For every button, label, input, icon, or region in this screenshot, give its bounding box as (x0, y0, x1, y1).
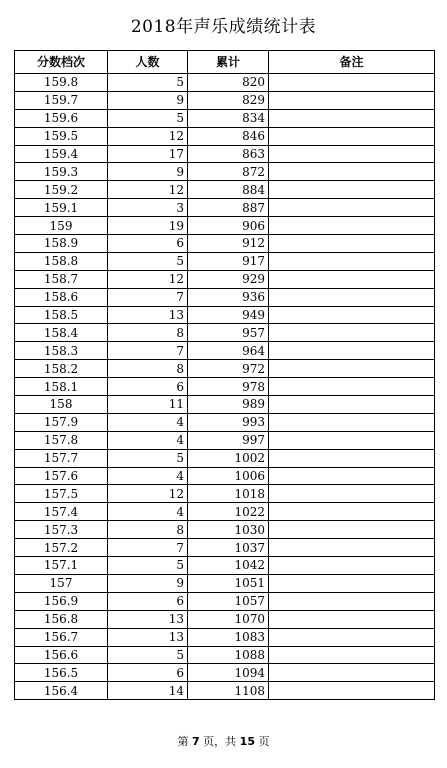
table-row (15, 431, 435, 449)
score-table (14, 50, 435, 700)
count-cell: 9 (108, 91, 188, 109)
score-cell: 159.3 (15, 163, 108, 181)
note-cell (269, 485, 435, 503)
note-cell (269, 431, 435, 449)
note-cell (269, 449, 435, 467)
note-cell (269, 91, 435, 109)
note-cell (269, 592, 435, 610)
footer-suffix: 页 (258, 735, 270, 748)
total-cell: 957 (188, 324, 269, 342)
score-cell: 156.5 (15, 664, 108, 682)
score-cell: 157 (15, 574, 108, 592)
total-cell: 912 (188, 235, 269, 253)
page-footer (0, 733, 447, 749)
table-row (15, 646, 435, 664)
table-row (15, 91, 435, 109)
total-cell: 1018 (188, 485, 269, 503)
footer-total-pages: 15 (239, 735, 255, 748)
note-cell (269, 574, 435, 592)
table-row (15, 592, 435, 610)
table-row (15, 252, 435, 270)
count-cell: 6 (108, 235, 188, 253)
total-cell: 1002 (188, 449, 269, 467)
total-cell: 829 (188, 91, 269, 109)
count-cell: 12 (108, 270, 188, 288)
note-cell (269, 74, 435, 92)
total-cell: 1051 (188, 574, 269, 592)
count-cell: 13 (108, 306, 188, 324)
score-cell: 159.8 (15, 74, 108, 92)
note-cell (269, 557, 435, 575)
note-cell (269, 342, 435, 360)
score-cell: 159.4 (15, 145, 108, 163)
score-cell: 157.6 (15, 467, 108, 485)
total-cell: 872 (188, 163, 269, 181)
note-cell (269, 109, 435, 127)
table-row (15, 199, 435, 217)
note-cell (269, 324, 435, 342)
count-cell: 11 (108, 396, 188, 414)
score-cell: 158.4 (15, 324, 108, 342)
table-row (15, 557, 435, 575)
table-row (15, 270, 435, 288)
note-cell (269, 145, 435, 163)
table-row (15, 413, 435, 431)
count-cell: 6 (108, 378, 188, 396)
score-cell: 156.4 (15, 682, 108, 700)
note-cell (269, 163, 435, 181)
table-row (15, 628, 435, 646)
count-cell: 12 (108, 127, 188, 145)
total-cell: 972 (188, 360, 269, 378)
score-cell: 156.8 (15, 610, 108, 628)
score-cell: 159.6 (15, 109, 108, 127)
note-cell (269, 682, 435, 700)
count-cell: 17 (108, 145, 188, 163)
score-cell: 159 (15, 217, 108, 235)
table-row (15, 467, 435, 485)
count-cell: 9 (108, 574, 188, 592)
total-cell: 917 (188, 252, 269, 270)
score-cell: 158.6 (15, 288, 108, 306)
count-cell: 4 (108, 413, 188, 431)
note-cell (269, 396, 435, 414)
count-cell: 12 (108, 485, 188, 503)
note-cell (269, 610, 435, 628)
count-cell: 14 (108, 682, 188, 700)
score-cell: 158.9 (15, 235, 108, 253)
table-row (15, 217, 435, 235)
table-row (15, 396, 435, 414)
total-cell: 820 (188, 74, 269, 92)
table-header-row (15, 51, 435, 74)
score-cell: 159.5 (15, 127, 108, 145)
footer-middle: 页，共 (203, 735, 237, 748)
count-cell: 4 (108, 467, 188, 485)
score-cell: 159.1 (15, 199, 108, 217)
count-cell: 19 (108, 217, 188, 235)
count-cell: 5 (108, 646, 188, 664)
table-row (15, 521, 435, 539)
total-cell: 1083 (188, 628, 269, 646)
score-cell: 157.9 (15, 413, 108, 431)
table-row (15, 664, 435, 682)
header-note: 备注 (269, 51, 435, 74)
count-cell: 8 (108, 521, 188, 539)
score-cell: 157.4 (15, 503, 108, 521)
table-body (15, 74, 435, 700)
note-cell (269, 521, 435, 539)
total-cell: 964 (188, 342, 269, 360)
total-cell: 997 (188, 431, 269, 449)
table-row (15, 74, 435, 92)
table-row (15, 145, 435, 163)
note-cell (269, 181, 435, 199)
score-cell: 156.9 (15, 592, 108, 610)
total-cell: 1070 (188, 610, 269, 628)
footer-page-number: 7 (192, 735, 200, 748)
note-cell (269, 199, 435, 217)
count-cell: 3 (108, 199, 188, 217)
total-cell: 846 (188, 127, 269, 145)
footer-prefix: 第 (177, 735, 189, 748)
table-row (15, 449, 435, 467)
score-cell: 157.1 (15, 557, 108, 575)
total-cell: 834 (188, 109, 269, 127)
header-score: 分数档次 (15, 51, 108, 74)
note-cell (269, 539, 435, 557)
total-cell: 1022 (188, 503, 269, 521)
table-row (15, 503, 435, 521)
table-row (15, 109, 435, 127)
table-row (15, 539, 435, 557)
count-cell: 9 (108, 163, 188, 181)
table-row (15, 610, 435, 628)
note-cell (269, 413, 435, 431)
total-cell: 887 (188, 199, 269, 217)
score-cell: 157.2 (15, 539, 108, 557)
score-cell: 158.8 (15, 252, 108, 270)
note-cell (269, 217, 435, 235)
total-cell: 1094 (188, 664, 269, 682)
page-title: 2018年声乐成绩统计表 (130, 17, 317, 37)
count-cell: 7 (108, 539, 188, 557)
count-cell: 8 (108, 360, 188, 378)
table-row (15, 163, 435, 181)
count-cell: 6 (108, 664, 188, 682)
note-cell (269, 360, 435, 378)
count-cell: 7 (108, 342, 188, 360)
note-cell (269, 270, 435, 288)
score-cell: 158.3 (15, 342, 108, 360)
score-cell: 158.1 (15, 378, 108, 396)
count-cell: 7 (108, 288, 188, 306)
note-cell (269, 646, 435, 664)
total-cell: 929 (188, 270, 269, 288)
table-row (15, 485, 435, 503)
note-cell (269, 306, 435, 324)
count-cell: 5 (108, 252, 188, 270)
score-cell: 157.8 (15, 431, 108, 449)
note-cell (269, 503, 435, 521)
score-cell: 158.7 (15, 270, 108, 288)
table-row (15, 235, 435, 253)
total-cell: 1037 (188, 539, 269, 557)
count-cell: 5 (108, 557, 188, 575)
table-row (15, 342, 435, 360)
count-cell: 5 (108, 74, 188, 92)
note-cell (269, 664, 435, 682)
count-cell: 8 (108, 324, 188, 342)
total-cell: 1006 (188, 467, 269, 485)
table-row (15, 360, 435, 378)
score-cell: 156.7 (15, 628, 108, 646)
note-cell (269, 127, 435, 145)
note-cell (269, 467, 435, 485)
total-cell: 978 (188, 378, 269, 396)
score-cell: 159.2 (15, 181, 108, 199)
count-cell: 5 (108, 449, 188, 467)
count-cell: 5 (108, 109, 188, 127)
total-cell: 993 (188, 413, 269, 431)
score-cell: 157.5 (15, 485, 108, 503)
score-cell: 158.5 (15, 306, 108, 324)
table-row (15, 682, 435, 700)
total-cell: 906 (188, 217, 269, 235)
count-cell: 6 (108, 592, 188, 610)
count-cell: 13 (108, 628, 188, 646)
count-cell: 12 (108, 181, 188, 199)
note-cell (269, 628, 435, 646)
count-cell: 4 (108, 503, 188, 521)
total-cell: 1030 (188, 521, 269, 539)
note-cell (269, 252, 435, 270)
table-row (15, 288, 435, 306)
total-cell: 1057 (188, 592, 269, 610)
table-row (15, 324, 435, 342)
score-cell: 157.7 (15, 449, 108, 467)
total-cell: 936 (188, 288, 269, 306)
total-cell: 989 (188, 396, 269, 414)
table-row (15, 306, 435, 324)
note-cell (269, 235, 435, 253)
table-row (15, 378, 435, 396)
total-cell: 863 (188, 145, 269, 163)
score-cell: 156.6 (15, 646, 108, 664)
score-cell: 157.3 (15, 521, 108, 539)
table-row (15, 181, 435, 199)
count-cell: 4 (108, 431, 188, 449)
score-cell: 159.7 (15, 91, 108, 109)
header-total: 累计 (188, 51, 269, 74)
total-cell: 1042 (188, 557, 269, 575)
total-cell: 1088 (188, 646, 269, 664)
note-cell (269, 378, 435, 396)
total-cell: 884 (188, 181, 269, 199)
table-row (15, 574, 435, 592)
score-cell: 158.2 (15, 360, 108, 378)
note-cell (269, 288, 435, 306)
header-count: 人数 (108, 51, 188, 74)
score-cell: 158 (15, 396, 108, 414)
total-cell: 1108 (188, 682, 269, 700)
table-row (15, 127, 435, 145)
count-cell: 13 (108, 610, 188, 628)
total-cell: 949 (188, 306, 269, 324)
